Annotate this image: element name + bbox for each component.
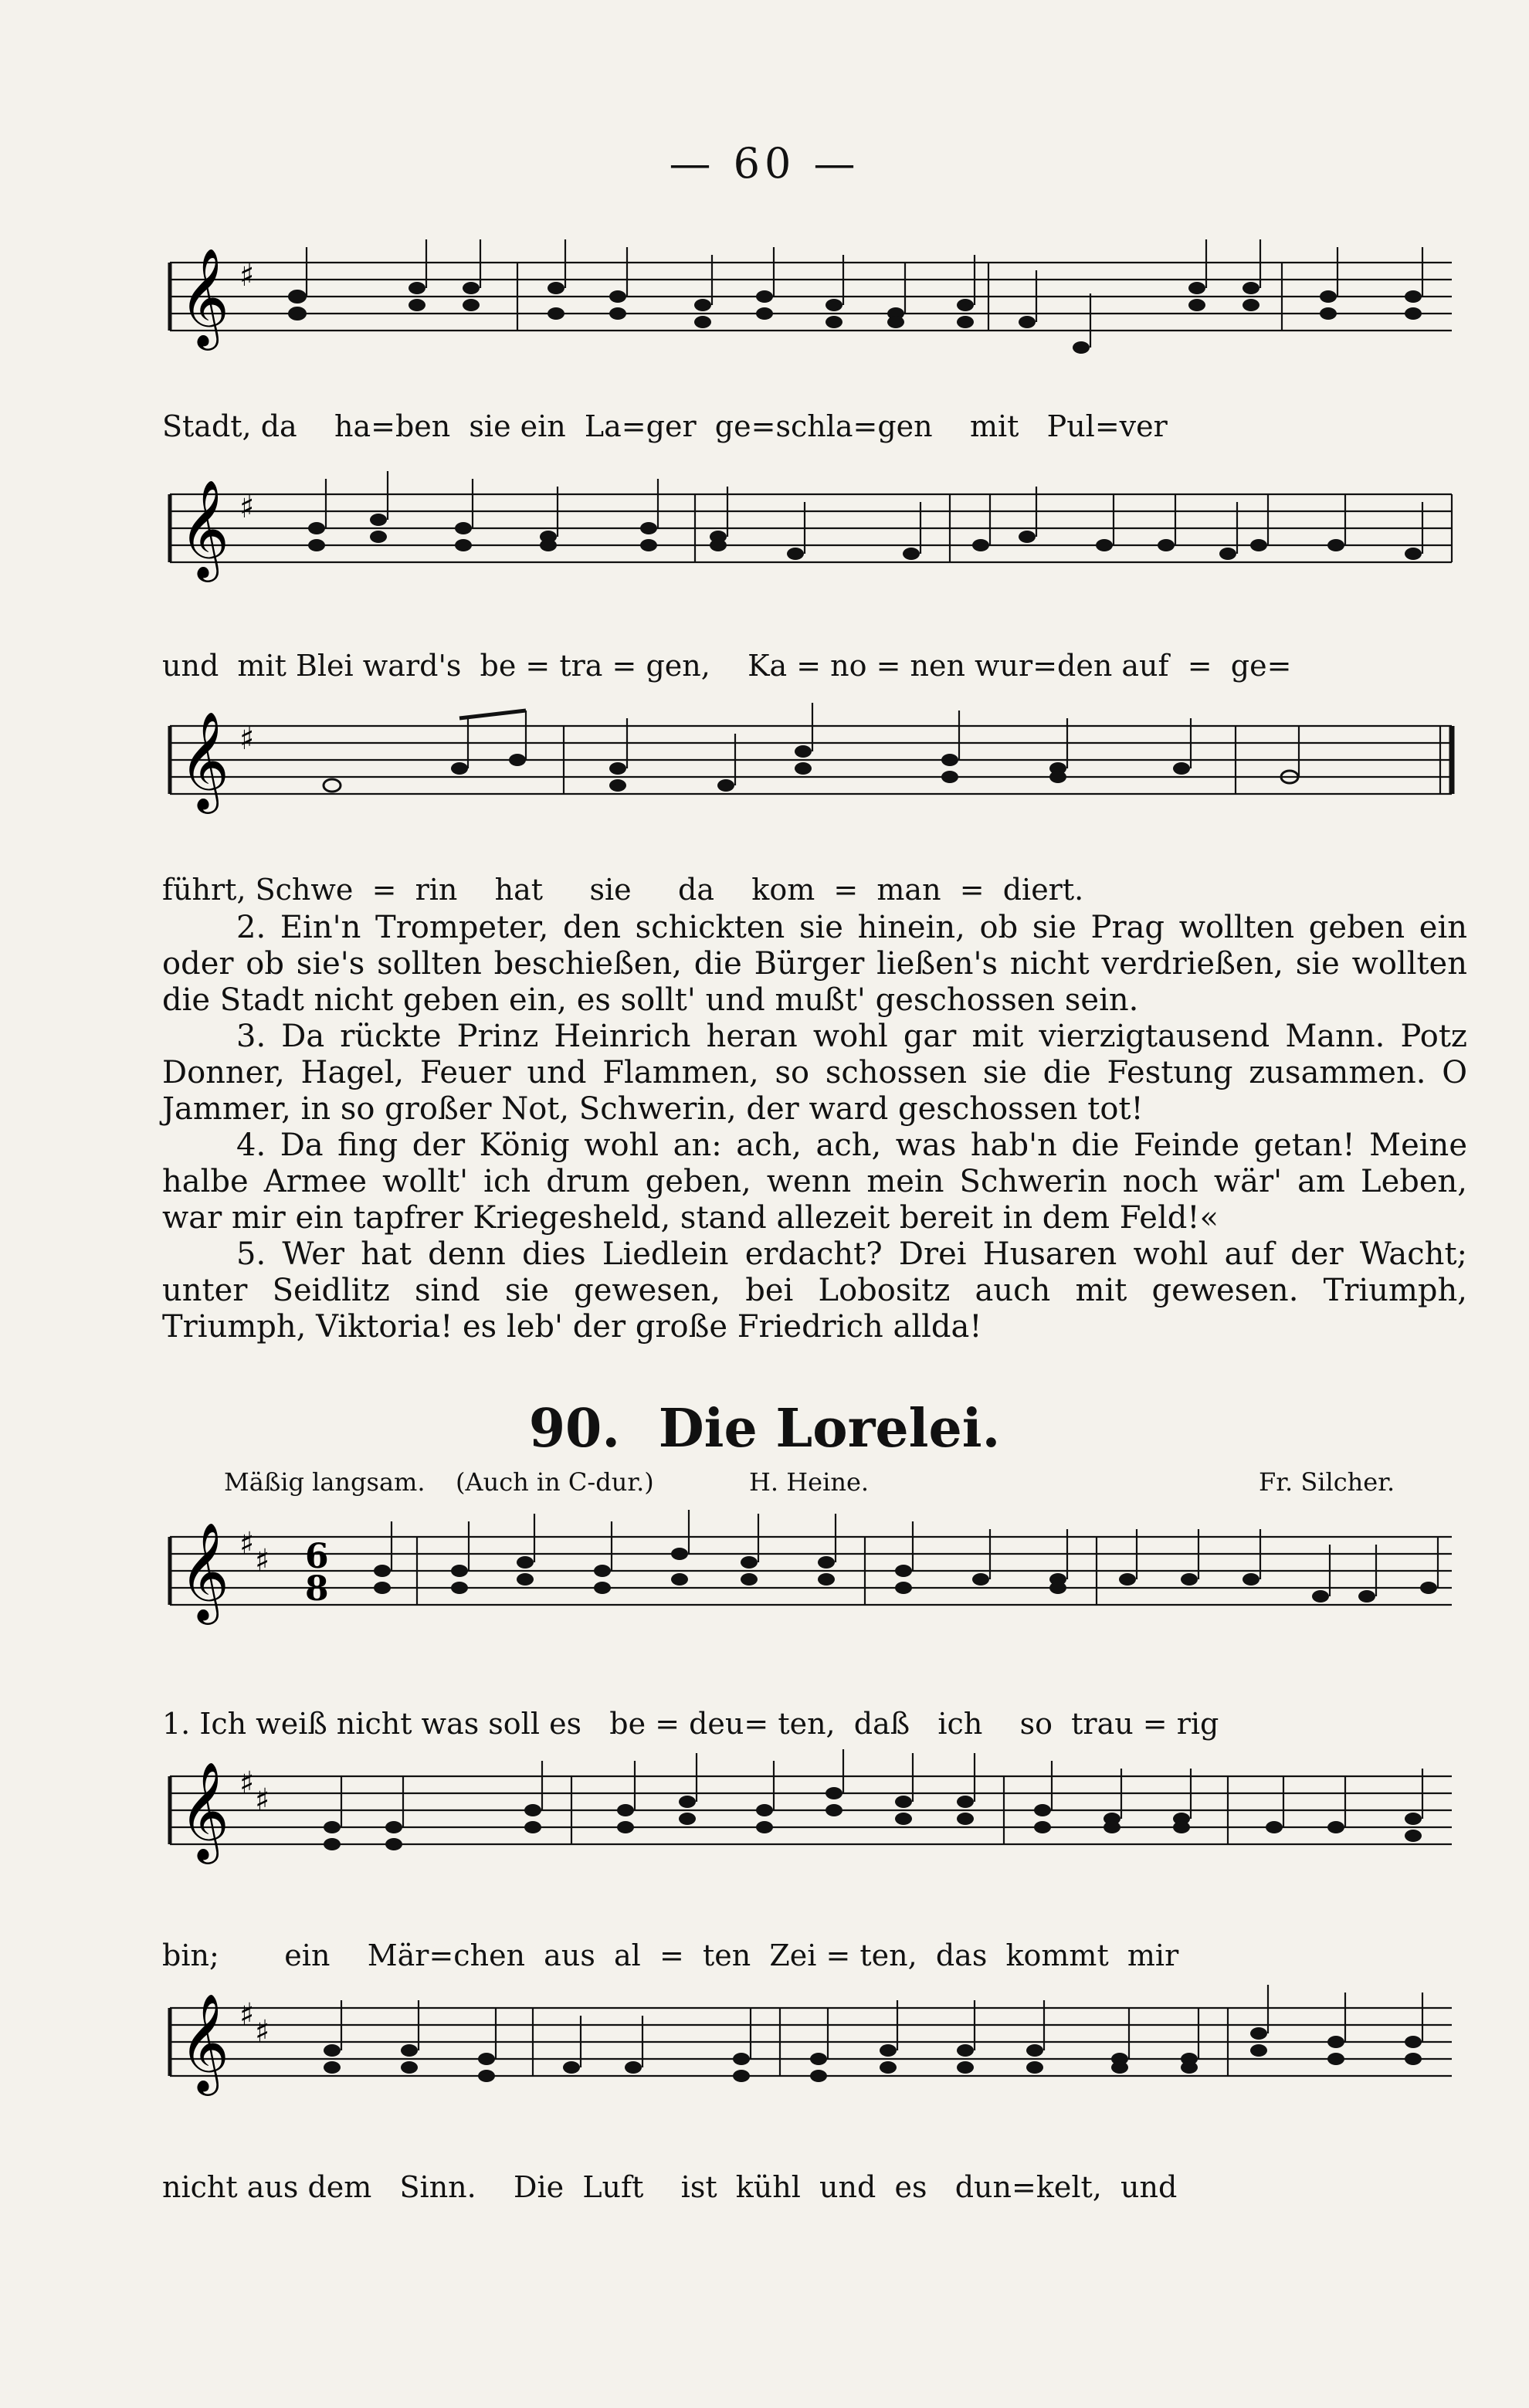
svg-text:𝄞: 𝄞	[179, 1521, 230, 1620]
time-sig-bottom: 8	[305, 1569, 329, 1609]
svg-text:𝄞: 𝄞	[179, 247, 230, 346]
key-note: (Auch in C-dur.)	[456, 1467, 654, 1497]
music-staff-89-3	[162, 695, 1460, 850]
svg-text:♯: ♯	[255, 1782, 270, 1818]
lyrics-90-line-3: nicht aus dem Sinn. Die Luft ist kühl und es dun=kelt, und	[162, 2170, 1178, 2204]
music-staff-90-3	[162, 1977, 1460, 2132]
song-number: 90.	[528, 1398, 620, 1460]
svg-text:♯: ♯	[255, 1543, 270, 1579]
music-staff-90-1	[162, 1506, 1460, 1660]
svg-text:𝄞: 𝄞	[179, 479, 230, 578]
composer: Fr. Silcher.	[1259, 1467, 1395, 1497]
time-sig-top: 6	[305, 1537, 329, 1576]
verse-89-2: 2. Ein'n Trompeter, den schickten sie hinein, ob sie Prag wollten geben ein oder ob sie's sollten beschießen, die Bürger ließen's nicht verdrießen, sie wollten die Stadt nicht geben ein, es sollt' und mußt' geschossen sein.	[162, 910, 1467, 1018]
svg-text:𝄞: 𝄞	[179, 711, 230, 809]
song-title	[0, 1398, 1529, 1460]
lyrics-89-line-3: führt, Schwe = rin hat sie da kom = man = diert.	[162, 873, 1084, 907]
svg-text:♯: ♯	[239, 1526, 255, 1562]
tempo-marking: Mäßig langsam.	[224, 1467, 425, 1497]
verse-89-4: 4. Da fing der König wohl an: ach, ach, was hab'n die Feinde getan! Meine halbe Armee wollt' ich drum geben, wenn mein Schwerin noch wär' am Leben, war mir ein tapfrer Kriegesheld, stand allezeit bereit in dem Feld!«	[162, 1128, 1467, 1236]
svg-text:𝄞: 𝄞	[179, 1993, 230, 2091]
svg-text:♯: ♯	[239, 1997, 255, 2033]
song-name: Die Lorelei.	[658, 1398, 1001, 1460]
verse-89-5: 5. Wer hat denn dies Liedlein erdacht? Drei Husaren wohl auf der Wacht; unter Seidlitz sind sie gewesen, bei Lobositz auch mit gewesen. Triumph, Triumph, Viktoria! es leb' der große Friedrich allda!	[162, 1236, 1467, 1345]
verse-89-3: 3. Da rückte Prinz Heinrich heran wohl gar mit vierzigtausend Mann. Potz Donner, Hagel, Feuer und Flammen, so schossen sie die Festung zusammen. O Jammer, in so großer Not, Schwerin, der ward geschossen tot!	[162, 1019, 1467, 1127]
lyrics-90-line-1: 1. Ich weiß nicht was soll es be = deu= ten, daß ich so trau = rig	[162, 1707, 1219, 1741]
svg-text:♯: ♯	[239, 1765, 255, 1801]
music-staff-90-2	[162, 1745, 1460, 1900]
svg-text:♯: ♯	[239, 490, 255, 525]
page-number: — 60 —	[669, 139, 860, 188]
lyrics-89-line-1: Stadt, da ha=ben sie ein La=ger ge=schla=gen mit Pul=ver	[162, 409, 1168, 443]
svg-text:♯: ♯	[239, 258, 255, 293]
svg-text:♯: ♯	[239, 721, 255, 757]
svg-text:𝄞: 𝄞	[179, 1761, 230, 1860]
svg-text:♯: ♯	[255, 2014, 270, 2050]
music-staff-89-2	[162, 463, 1460, 618]
lyrics-89-line-2: und mit Blei ward's be = tra = gen, Ka = no = nen wur=den auf = ge=	[162, 649, 1292, 683]
lyricist: H. Heine.	[749, 1467, 870, 1497]
verses-89	[162, 910, 1467, 1345]
lyrics-90-line-2: bin; ein Mär=chen aus al = ten Zei = ten, das kommt mir	[162, 1938, 1179, 1972]
music-staff-89-1	[162, 232, 1460, 386]
